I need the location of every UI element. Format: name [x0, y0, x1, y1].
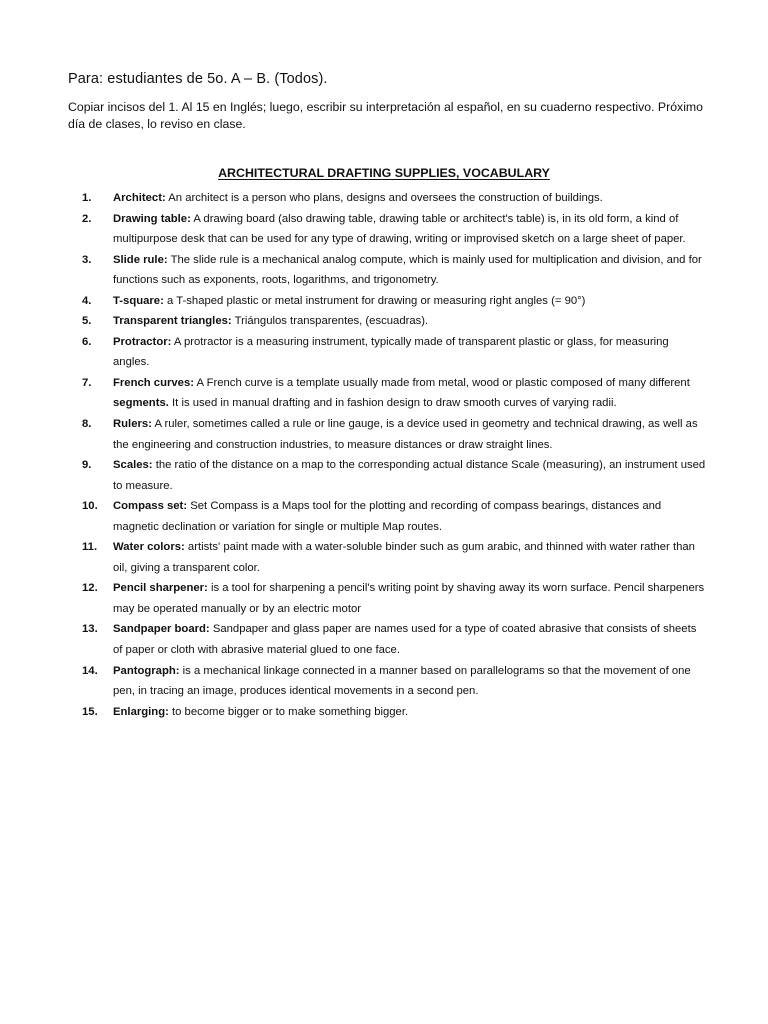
- item-number: 12.: [82, 582, 98, 595]
- item-term: Architect:: [113, 192, 166, 204]
- item-term: Water colors:: [113, 541, 185, 554]
- item-term: Rulers:: [113, 418, 152, 431]
- item-definition: An architect is a person who plans, designs and oversees the construction of buildings.: [168, 192, 603, 204]
- item-definition: A French curve is a template usually made from metal, wood or plastic composed of many different: [196, 376, 690, 389]
- item-number: 13.: [82, 623, 98, 636]
- item-definition: Set Compass is a Maps tool for the plotting and recording of compass bearings, distances and magnetic declination or variation for single or multiple Map routes.: [113, 500, 662, 533]
- item-definition: is a mechanical linkage connected in a manner based on parallelograms so that the movement of one pen, in tracing an image, produces identical movements in a second pen.: [113, 664, 691, 698]
- vocabulary-item-12: [82, 578, 707, 619]
- item-term: Compass set:: [113, 500, 188, 513]
- item-number: 2.: [82, 212, 92, 225]
- item-definition: is a tool for sharpening a pencil's writing point by shaving away its worn surface. Pencil sharpeners may be operated manually or by an electric motor: [113, 582, 705, 615]
- vocabulary-item-13: [82, 619, 707, 660]
- item-definition: Sandpaper and glass paper are names used for a type of coated abrasive that consists of sheets of paper or cloth with abrasive material glued to one face.: [113, 623, 697, 657]
- item-definition: The slide rule is a mechanical analog compute, which is mainly used for multiplication and division, and for functions such as exponents, roots, logarithms, and trigonometry.: [113, 253, 702, 287]
- item-term: Transparent triangles:: [113, 315, 232, 328]
- item-number: 14.: [82, 664, 98, 677]
- item-definition: a T-shaped plastic or metal instrument for drawing or measuring right angles (= 90°): [167, 294, 586, 307]
- item-definition-continued: It is used in manual drafting and in fashion design to draw smooth curves of varying radii.: [168, 397, 617, 410]
- recipient-line: Para: estudiantes de 5o. A – B. (Todos).: [68, 71, 328, 87]
- item-term: French curves:: [113, 376, 194, 389]
- item-number: 7.: [82, 376, 92, 389]
- item-definition: A drawing board (also drawing table, drawing table or architect's table) is, in its old form, a kind of multipurpose desk that can be used for any type of drawing, writing or improvised sketch on a large sheet of paper.: [113, 212, 686, 246]
- item-term: Pantograph:: [113, 664, 180, 677]
- vocabulary-item-10: [82, 496, 707, 537]
- item-number: 15.: [82, 705, 98, 718]
- vocabulary-item-7: [82, 373, 707, 414]
- vocabulary-item-4: [82, 291, 707, 312]
- item-term: Drawing table:: [113, 212, 191, 225]
- vocabulary-item-11: [82, 537, 707, 578]
- item-term: Slide rule:: [113, 253, 168, 266]
- item-number: 9.: [82, 459, 92, 472]
- item-term: T-square:: [113, 294, 164, 307]
- item-number: 3.: [82, 253, 92, 266]
- item-term: Sandpaper board:: [113, 623, 210, 636]
- vocabulary-list: [82, 188, 707, 722]
- item-definition: to become bigger or to make something bigger.: [172, 705, 409, 718]
- vocabulary-item-1: [82, 188, 707, 209]
- vocabulary-item-6: [82, 332, 707, 373]
- vocabulary-item-2: [82, 209, 707, 250]
- instructions-text: Copiar incisos del 1. Al 15 en Inglés; luego, escribir su interpretación al español, en su cuaderno respectivo. Próximo día de clases, lo reviso en clase.: [68, 100, 704, 131]
- item-term: Protractor:: [113, 335, 172, 348]
- item-number: 5.: [82, 315, 92, 328]
- item-definition: A ruler, sometimes called a rule or line gauge, is a device used in geometry and technical drawing, as well as the engineering and construction industries, to measure distances or draw straight lines.: [113, 418, 698, 451]
- item-definition: artists' paint made with a water-soluble binder such as gum arabic, and thinned with water rather than oil, giving a transparent color.: [113, 541, 695, 574]
- vocabulary-item-3: [82, 250, 707, 291]
- vocabulary-item-5: [82, 311, 707, 332]
- vocabulary-item-8: [82, 414, 707, 455]
- vocabulary-item-9: [82, 455, 707, 496]
- item-bold-word: segments.: [113, 397, 169, 410]
- item-definition: A protractor is a measuring instrument, typically made of transparent plastic or glass, for measuring angles.: [113, 335, 669, 369]
- item-number: 8.: [82, 418, 92, 431]
- item-definition: the ratio of the distance on a map to the corresponding actual distance Scale (measuring), an instrument used to measure.: [113, 459, 706, 492]
- vocabulary-item-14: [82, 661, 707, 702]
- item-number: 1.: [82, 192, 92, 204]
- vocabulary-item-15: [82, 702, 707, 723]
- item-number: 11.: [82, 541, 98, 554]
- item-term: Scales:: [113, 459, 153, 472]
- item-number: 6.: [82, 335, 92, 348]
- item-number: 4.: [82, 294, 92, 307]
- item-term: Enlarging:: [113, 705, 169, 718]
- item-number: 10.: [82, 500, 98, 513]
- item-term: Pencil sharpener:: [113, 582, 208, 595]
- item-definition: Triángulos transparentes, (escuadras).: [234, 315, 429, 328]
- vocabulary-title: ARCHITECTURAL DRAFTING SUPPLIES, VOCABULARY: [218, 166, 550, 180]
